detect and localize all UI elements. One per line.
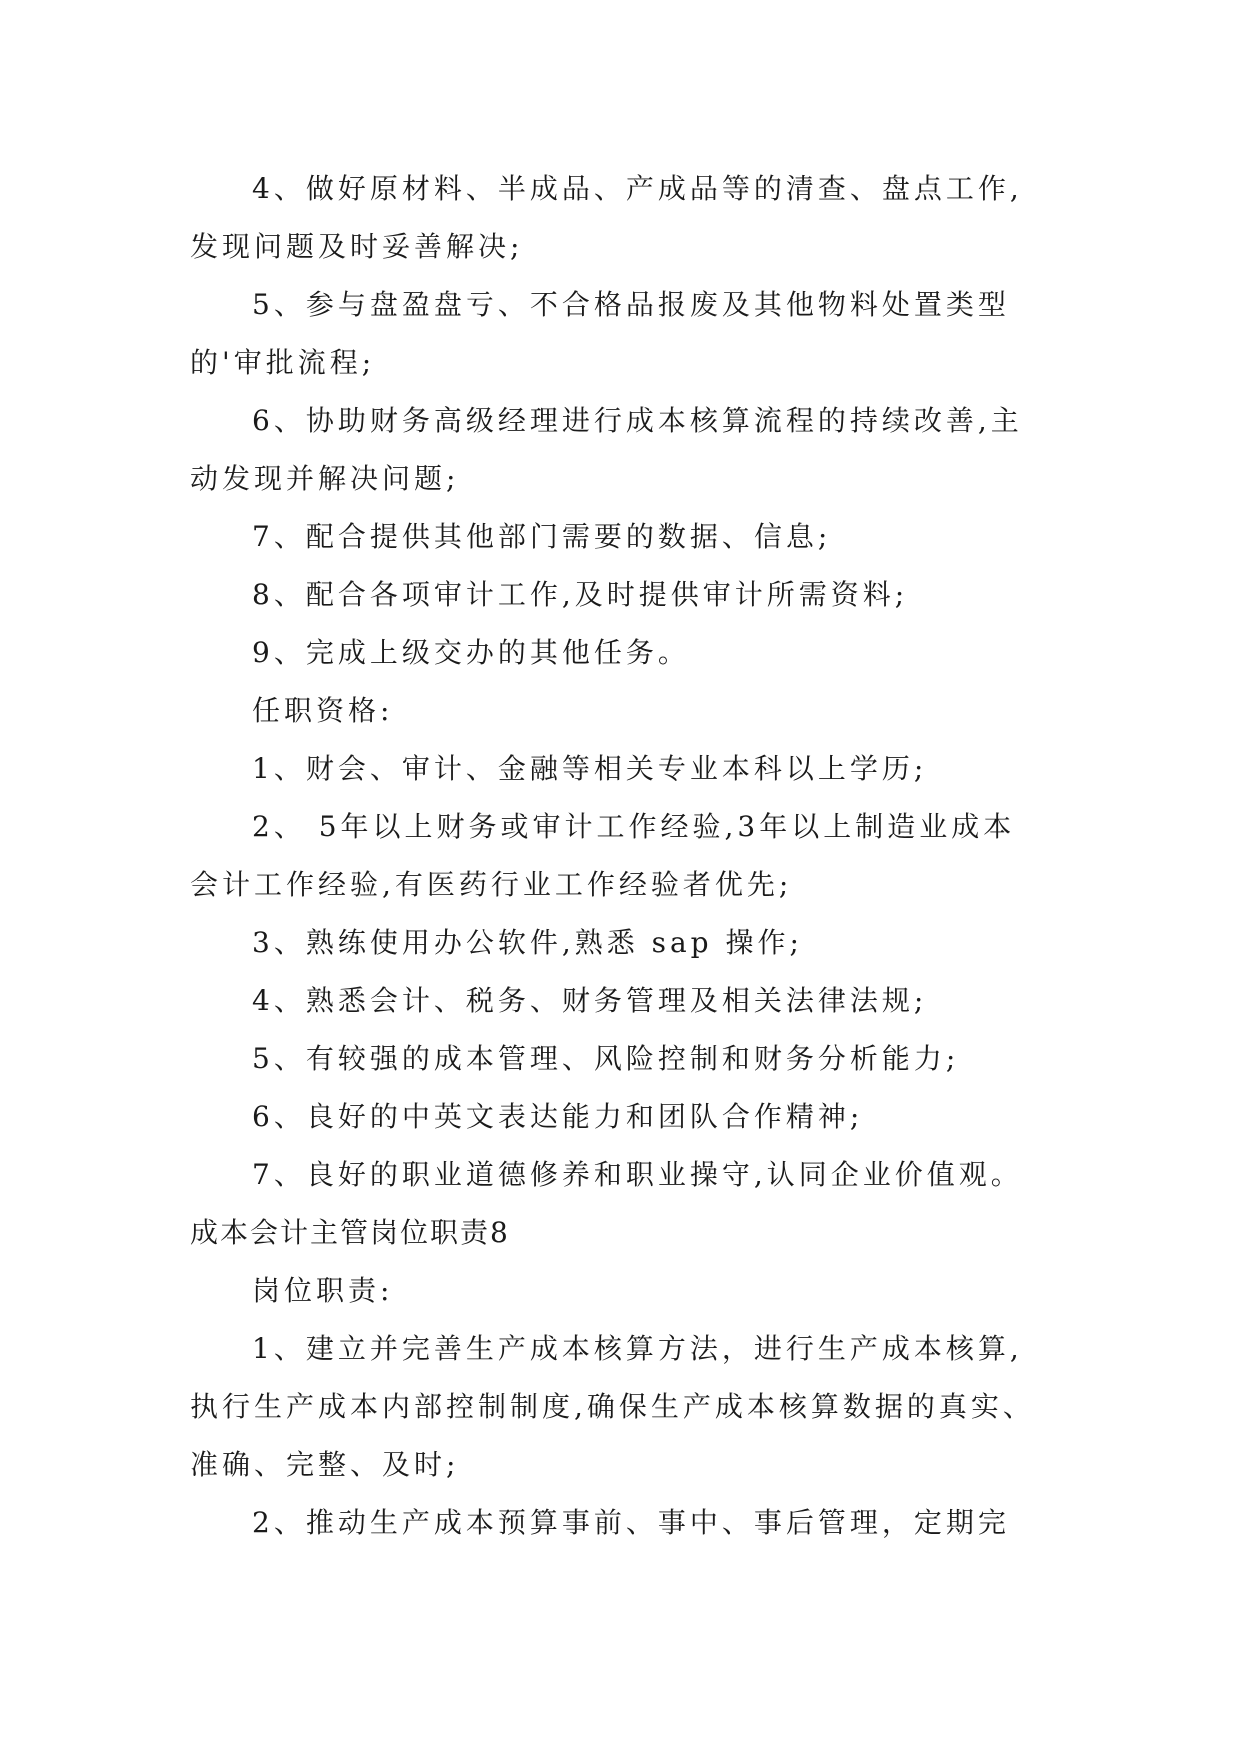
- text-line: 的'审批流程;: [190, 346, 376, 379]
- section-heading-qualifications: 任职资格:: [252, 694, 394, 727]
- text-line: 发现问题及时妥善解决;: [190, 230, 524, 263]
- text-line: 7、配合提供其他部门需要的数据、信息;: [252, 520, 832, 553]
- text-line: 1、财会、审计、金融等相关专业本科以上学历;: [252, 752, 928, 785]
- text-line: 8、配合各项审计工作,及时提供审计所需资料;: [252, 578, 909, 611]
- document-body: [190, 160, 1070, 1552]
- text-line: 4、做好原材料、半成品、产成品等的清查、盘点工作,: [252, 172, 1023, 205]
- text-line: 准确、完整、及时;: [190, 1448, 460, 1481]
- text-line: 2、 5年以上财务或审计工作经验,3年以上制造业成本: [252, 810, 1016, 843]
- text-line: 7、良好的职业道德修养和职业操守,认同企业价值观。: [252, 1158, 1023, 1191]
- text-line: 1、建立并完善生产成本核算方法，进行生产成本核算,: [252, 1332, 1023, 1365]
- text-line: 5、参与盘盈盘亏、不合格品报废及其他物料处置类型: [252, 288, 1010, 321]
- section-title: 成本会计主管岗位职责8: [190, 1216, 510, 1249]
- text-line: 6、协助财务高级经理进行成本核算流程的持续改善,主: [252, 404, 1023, 437]
- text-line: 执行生产成本内部控制制度,确保生产成本核算数据的真实、: [190, 1390, 1035, 1423]
- text-line: 9、完成上级交办的其他任务。: [252, 636, 690, 669]
- text-line: 2、推动生产成本预算事前、事中、事后管理，定期完: [252, 1506, 1010, 1539]
- text-line: 动发现并解决问题;: [190, 462, 460, 495]
- text-line: 3、熟练使用办公软件,熟悉 sap 操作;: [252, 926, 803, 959]
- text-line: 会计工作经验,有医药行业工作经验者优先;: [190, 868, 793, 901]
- section-heading-duties: 岗位职责:: [252, 1274, 394, 1307]
- text-line: 6、良好的中英文表达能力和团队合作精神;: [252, 1100, 864, 1133]
- text-line: 5、有较强的成本管理、风险控制和财务分析能力;: [252, 1042, 960, 1075]
- text-line: 4、熟悉会计、税务、财务管理及相关法律法规;: [252, 984, 928, 1017]
